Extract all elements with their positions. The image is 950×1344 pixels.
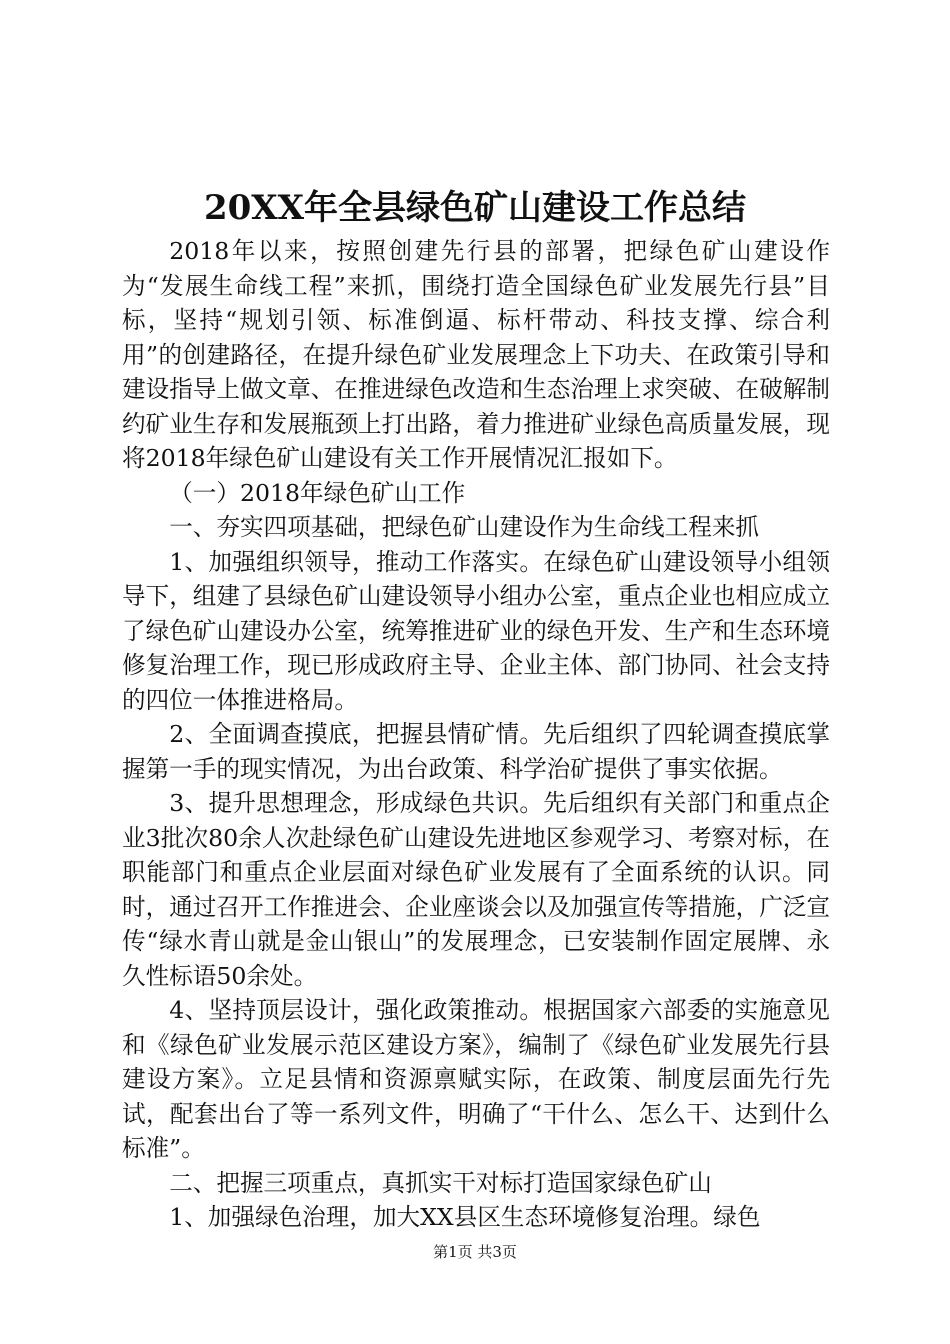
paragraph-survey: 2、全面调查摸底，把握县情矿情。先后组织了四轮调查摸底掌握第一手的现实情况，为出台政策、科学治矿提供了事实依据。	[122, 720, 830, 783]
paragraph-policy: 4、坚持顶层设计，强化政策推动。根据国家六部委的实施意见和《绿色矿业发展示范区建设方案》，编制了《绿色矿业发展先行县建设方案》。立足县情和资源禀赋实际，在政策、制度层面先行先试，配套出台了等一系列文件，明确了“干什么、怎么干、达到什么标准”。	[122, 996, 830, 1162]
section-heading-2018: （一）2018年绿色矿山工作	[169, 478, 466, 507]
paragraph-green-governance: 1、加强绿色治理，加大XX县区生态环境修复治理。绿色	[169, 1203, 761, 1231]
paragraph-ideas: 3、提升思想理念，形成绿色共识。先后组织有关部门和重点企业3批次80余人次赴绿色矿山建设先进地区参观学习、考察对标，在职能部门和重点企业层面对绿色矿业发展有了全面系统的认识。同时，通过召开工作推进会、企业座谈会以及加强宣传等措施，广泛宣传“绿水青山就是金山银山”的发展理念，已安装制作固定展牌、永久性标语50余处。	[122, 789, 830, 990]
heading-part-two: 二、把握三项重点，真抓实干对标打造国家绿色矿山	[169, 1168, 712, 1197]
page-number-footer: 第1页 共3页	[433, 1243, 517, 1261]
paragraph-organization: 1、加强组织领导，推动工作落实。在绿色矿山建设领导小组领导下，组建了县绿色矿山建设领导小组办公室，重点企业也相应成立了绿色矿山建设办公室，统筹推进矿业的绿色开发、生产和生态环境修复治理工作，现已形成政府主导、企业主体、部门协同、社会支持的四位一体推进格局。	[122, 547, 830, 714]
heading-part-one: 一、夯实四项基础，把绿色矿山建设作为生命线工程来抓	[169, 513, 760, 541]
document-body	[122, 234, 830, 1235]
document-title: 20XX年全县绿色矿山建设工作总结	[203, 188, 747, 228]
paragraph-intro: 2018年以来，按照创建先行县的部署，把绿色矿山建设作为“发展生命线工程”来抓，围绕打造全国绿色矿业发展先行县”目标，坚持“规划引领、标准倒逼、标杆带动、科技支撑、综合利用”的创建路径，在提升绿色矿业发展理念上下功夫、在政策引导和建设指导上做文章、在推进绿色改造和生态治理上求突破、在破解制约矿业生存和发展瓶颈上打出路，着力推进矿业绿色高质量发展，现将2018年绿色矿山建设有关工作开展情况汇报如下。	[122, 237, 830, 472]
